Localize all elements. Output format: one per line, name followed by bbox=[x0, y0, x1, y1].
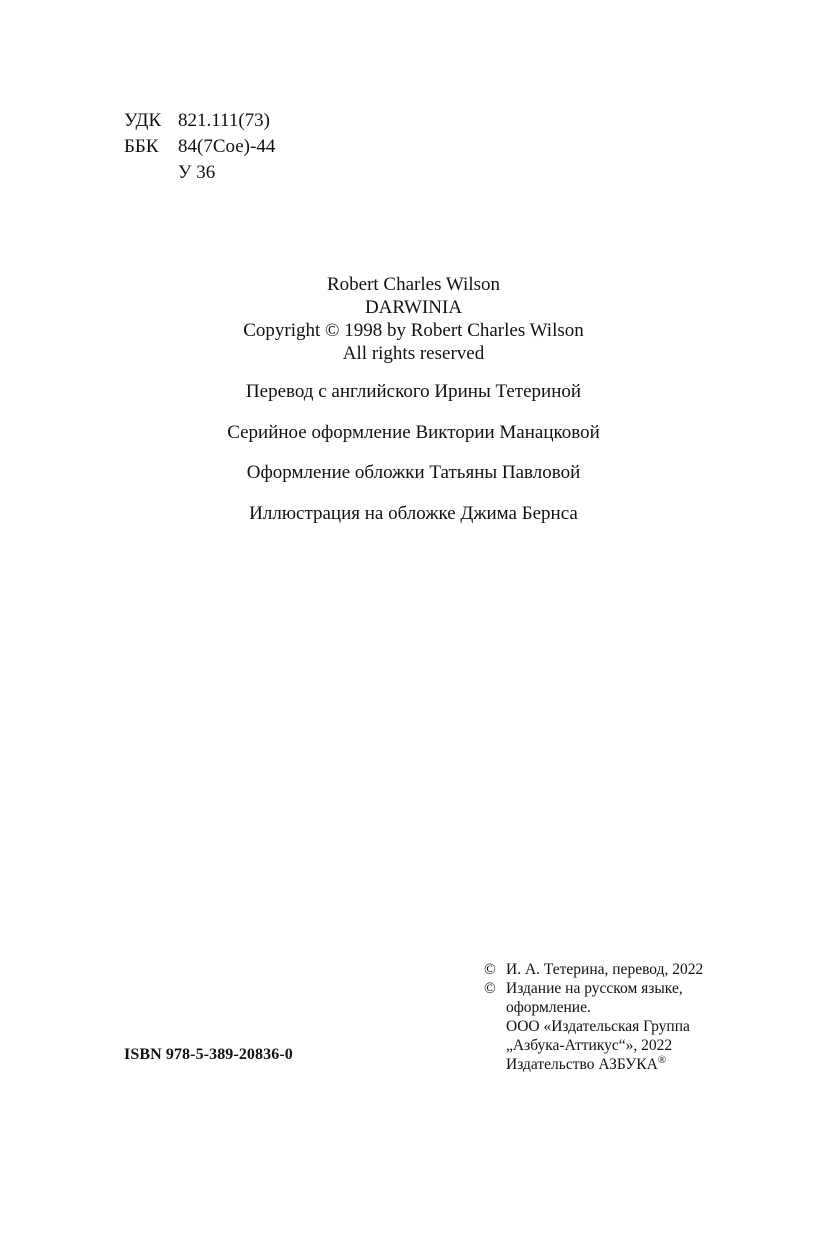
udk-label: УДК bbox=[124, 110, 162, 131]
publisher-name: Издательство АЗБУКА bbox=[506, 1056, 658, 1073]
bbk-row bbox=[124, 134, 275, 160]
original-title: DARWINIA bbox=[364, 297, 463, 318]
copyright-symbol: © bbox=[484, 980, 496, 997]
bbk-label: ББК bbox=[124, 136, 159, 157]
edition-copyright-line-4: „Азбука-Аттикус“», 2022 bbox=[506, 1037, 673, 1054]
udk-value: 821.111(73) bbox=[178, 110, 270, 131]
translation-credit: Перевод с английского Ирины Тетериной bbox=[245, 381, 582, 402]
registered-mark: ® bbox=[657, 1053, 667, 1066]
original-edition-block bbox=[0, 273, 827, 365]
copyright-symbol: © bbox=[484, 961, 496, 978]
credits-block bbox=[0, 378, 827, 540]
author-mark: У 36 bbox=[178, 162, 216, 183]
isbn: ISBN 978-5-389-20836-0 bbox=[124, 1046, 293, 1063]
translation-copyright-row bbox=[484, 960, 703, 979]
classification-block bbox=[124, 108, 275, 186]
cover-illustration-credit: Иллюстрация на обложке Джима Бернса bbox=[249, 502, 578, 524]
original-author: Robert Charles Wilson bbox=[326, 274, 501, 295]
edition-copyright-line-2: оформление. bbox=[506, 999, 591, 1016]
bbk-value: 84(7Сое)-44 bbox=[178, 136, 276, 157]
translation-copyright: И. А. Тетерина, перевод, 2022 bbox=[506, 961, 704, 978]
author-mark-row bbox=[124, 160, 275, 186]
udk-row bbox=[124, 108, 275, 134]
copyrights-block bbox=[484, 960, 703, 1074]
series-design-credit: Серийное оформление Виктории Манацковой bbox=[227, 421, 600, 443]
edition-copyright-line-5-row bbox=[484, 1055, 703, 1074]
copyright-notice: Copyright © 1998 by Robert Charles Wilson bbox=[243, 320, 584, 341]
edition-copyright-row bbox=[484, 979, 703, 998]
rights-notice: All rights reserved bbox=[342, 343, 485, 364]
edition-copyright-line-3: ООО «Издательская Группа bbox=[506, 1018, 690, 1035]
cover-design-credit: Оформление обложки Татьяны Павловой bbox=[246, 462, 581, 483]
edition-copyright-line-1: Издание на русском языке, bbox=[506, 980, 683, 997]
